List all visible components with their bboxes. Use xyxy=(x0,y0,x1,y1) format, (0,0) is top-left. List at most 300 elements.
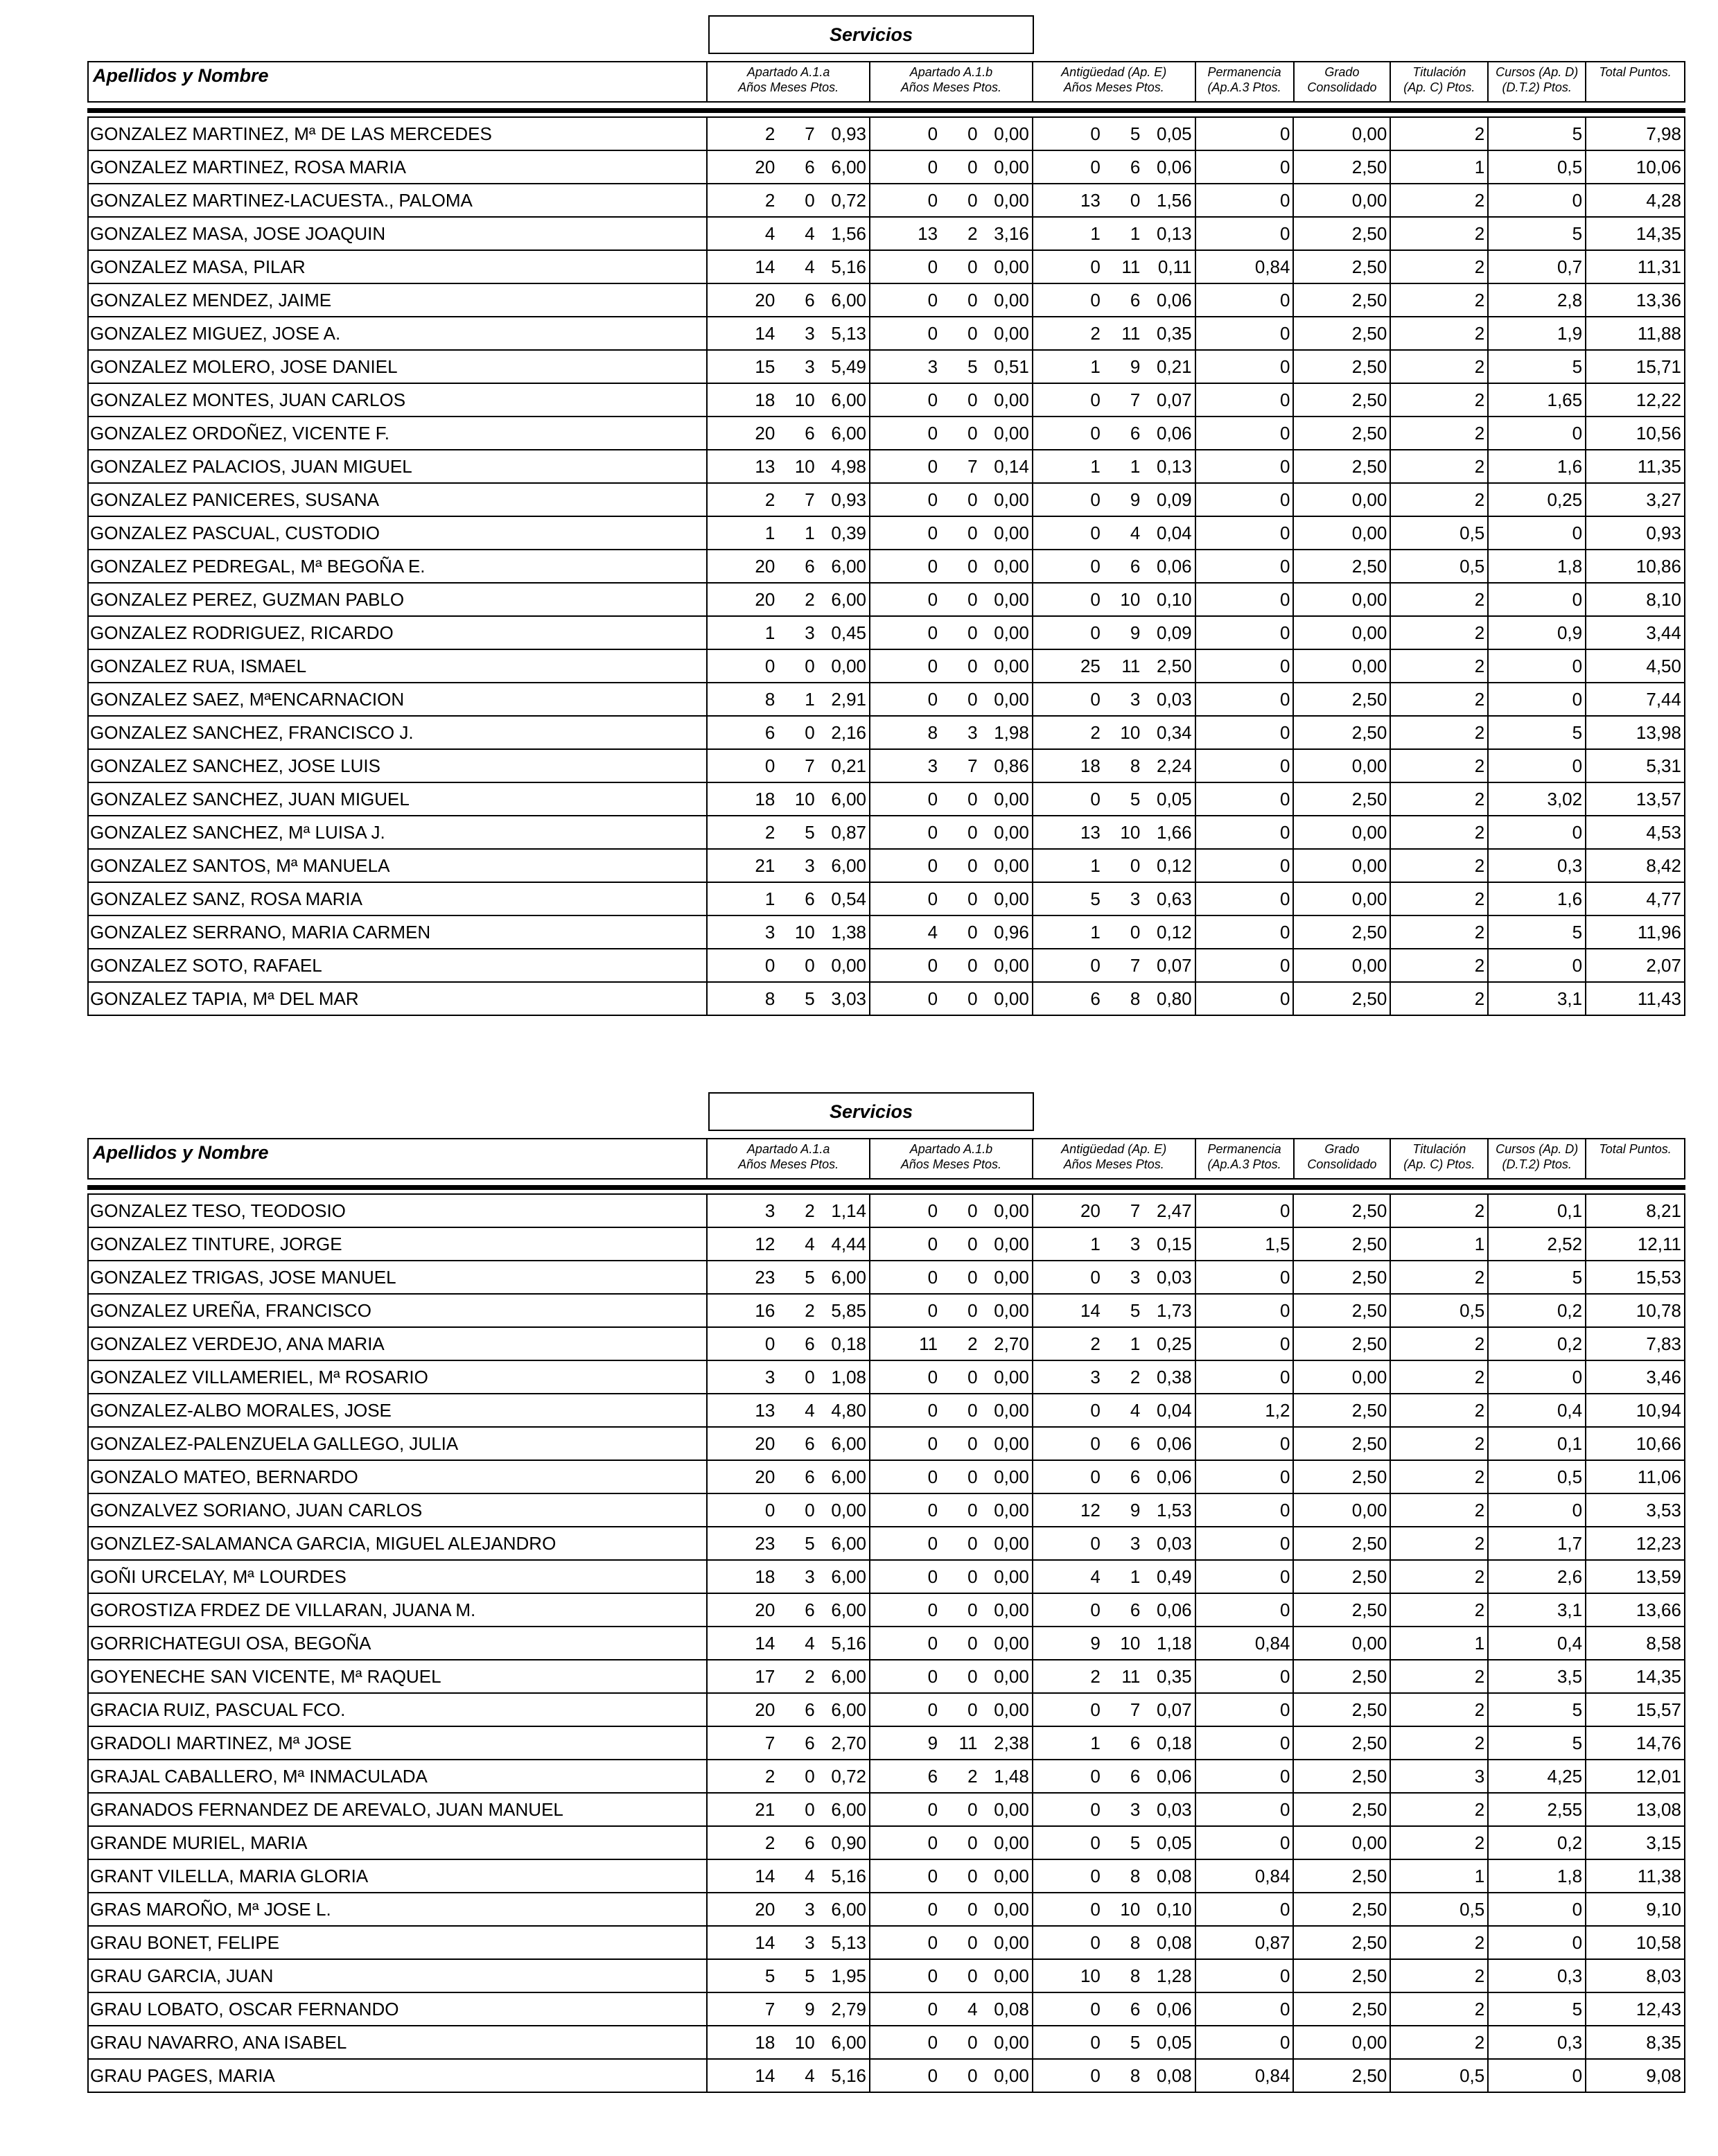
cell-a1a xyxy=(708,1494,870,1526)
cell-antiguedad xyxy=(1033,584,1196,615)
cell-a1a-points: 6,00 xyxy=(831,1600,867,1620)
cell-a1a-points: 5,13 xyxy=(831,323,867,344)
col-antiguedad-header: Antigüedad (Ap. E) Años Meses Ptos. xyxy=(1033,1139,1196,1178)
cell-a1a xyxy=(708,1927,870,1958)
cell-grado: 2,50 xyxy=(1294,384,1391,416)
cell-name: GONZALEZ SANCHEZ, FRANCISCO J. xyxy=(89,717,708,748)
cell-antiguedad-months: 3 xyxy=(1130,888,1141,909)
cell-a1b-years: 0 xyxy=(927,689,938,710)
cell-a1b-months: 0 xyxy=(967,1666,978,1687)
cell-a1b xyxy=(870,650,1033,682)
cell-antiguedad-points: 0,34 xyxy=(1157,722,1192,743)
cell-permanencia: 0 xyxy=(1196,783,1295,815)
cell-grado: 0,00 xyxy=(1294,2026,1391,2058)
cell-antiguedad-months: 6 xyxy=(1130,1999,1141,2019)
cell-a1a-months: 6 xyxy=(805,1832,815,1853)
cell-name: GONZALEZ PALACIOS, JUAN MIGUEL xyxy=(89,450,708,482)
cell-antiguedad-years: 1 xyxy=(1090,223,1101,244)
cell-antiguedad-points: 0,03 xyxy=(1157,689,1192,710)
cell-a1a-months: 4 xyxy=(805,1866,815,1886)
cell-a1a xyxy=(708,417,870,449)
col-grado-header: Grado Consolidado xyxy=(1295,62,1392,101)
cell-titulacion: 2 xyxy=(1391,450,1489,482)
cell-antiguedad-points: 0,06 xyxy=(1157,1466,1192,1487)
cell-cursos: 0 xyxy=(1489,1361,1586,1393)
cell-total: 9,08 xyxy=(1646,2065,1681,2086)
cell-permanencia: 0 xyxy=(1196,1727,1295,1759)
table-row xyxy=(87,949,1685,983)
cell-a1b-points: 0,00 xyxy=(994,1234,1029,1254)
cell-permanencia: 0 xyxy=(1196,351,1295,383)
cell-antiguedad-years: 1 xyxy=(1090,456,1101,477)
cell-a1b xyxy=(870,1228,1033,1260)
cell-a1b-years: 0 xyxy=(927,2065,938,2086)
cell-grado: 2,50 xyxy=(1294,1893,1391,1925)
cell-a1a xyxy=(708,850,870,882)
cell-a1a-years: 3 xyxy=(764,1200,775,1221)
cell-a1a-months: 6 xyxy=(805,1433,815,1454)
cell-cursos: 0,9 xyxy=(1489,617,1586,649)
cell-cursos: 0 xyxy=(1489,517,1586,549)
cell-name: GONZALEZ VERDEJO, ANA MARIA xyxy=(89,1328,708,1360)
cell-titulacion: 1 xyxy=(1391,151,1489,183)
cell-antiguedad-years: 25 xyxy=(1080,656,1101,676)
cell-total: 10,66 xyxy=(1636,1433,1681,1454)
cell-a1a-years: 14 xyxy=(755,1932,775,1953)
table-row xyxy=(87,1261,1685,1295)
cell-antiguedad-points: 0,08 xyxy=(1157,2065,1192,2086)
cell-a1a xyxy=(708,1461,870,1493)
cell-a1b-months: 0 xyxy=(967,1832,978,1853)
cell-a1a xyxy=(708,450,870,482)
cell-name: GONZALEZ SANCHEZ, JUAN MIGUEL xyxy=(89,783,708,815)
cell-antiguedad-points: 0,49 xyxy=(1157,1566,1192,1587)
cell-titulacion: 2 xyxy=(1391,584,1489,615)
cell-titulacion: 2 xyxy=(1391,617,1489,649)
cell-antiguedad xyxy=(1033,1261,1196,1293)
cell-antiguedad-points: 0,63 xyxy=(1157,888,1192,909)
cell-a1a xyxy=(708,1860,870,1892)
cell-antiguedad-years: 0 xyxy=(1090,256,1101,277)
cell-antiguedad-points: 1,28 xyxy=(1157,1965,1192,1986)
cell-total: 8,03 xyxy=(1646,1965,1681,1986)
cell-permanencia: 0 xyxy=(1196,1527,1295,1559)
cell-antiguedad-points: 0,38 xyxy=(1157,1367,1192,1387)
cell-a1a xyxy=(708,750,870,782)
cell-a1b-points: 0,00 xyxy=(994,988,1029,1009)
cell-a1a-points: 6,00 xyxy=(831,2032,867,2053)
cell-a1a-months: 1 xyxy=(805,523,815,543)
cell-a1b-points: 0,00 xyxy=(994,1566,1029,1587)
cell-a1a-years: 2 xyxy=(764,822,775,843)
cell-a1b-months: 0 xyxy=(967,689,978,710)
cell-antiguedad-months: 1 xyxy=(1130,1333,1141,1354)
cell-a1a xyxy=(708,916,870,948)
cell-a1a xyxy=(708,1195,870,1227)
cell-a1a xyxy=(708,1727,870,1759)
cell-grado: 0,00 xyxy=(1294,816,1391,848)
cell-grado: 2,50 xyxy=(1294,1860,1391,1892)
cell-cursos: 0 xyxy=(1489,949,1586,981)
cell-antiguedad-months: 9 xyxy=(1130,1500,1141,1520)
cell-a1b-months: 0 xyxy=(967,123,978,144)
cell-name: GONZALEZ UREÑA, FRANCISCO xyxy=(89,1295,708,1326)
cell-a1a-points: 6,00 xyxy=(831,389,867,410)
cell-antiguedad-points: 0,04 xyxy=(1157,1400,1192,1421)
cell-name: GONZALEZ PANICERES, SUSANA xyxy=(89,484,708,516)
cell-a1a xyxy=(708,1361,870,1393)
cell-antiguedad-points: 0,07 xyxy=(1157,389,1192,410)
cell-a1a xyxy=(708,1228,870,1260)
cell-a1a-months: 0 xyxy=(805,722,815,743)
cell-total: 7,44 xyxy=(1646,689,1681,710)
cell-titulacion: 2 xyxy=(1391,384,1489,416)
cell-a1a-months: 6 xyxy=(805,1699,815,1720)
cell-a1b-points: 0,00 xyxy=(994,1200,1029,1221)
cell-a1b-points: 0,00 xyxy=(994,556,1029,577)
cell-a1a-months: 0 xyxy=(805,1367,815,1387)
cell-permanencia: 0 xyxy=(1196,1361,1295,1393)
cell-a1a-years: 20 xyxy=(755,1433,775,1454)
cell-a1b-points: 0,00 xyxy=(994,1300,1029,1321)
cell-a1b-years: 0 xyxy=(927,1400,938,1421)
cell-total: 13,66 xyxy=(1636,1600,1681,1620)
cell-name: GORRICHATEGUI OSA, BEGOÑA xyxy=(89,1627,708,1659)
cell-a1b-points: 0,96 xyxy=(994,922,1029,943)
cell-grado: 2,50 xyxy=(1294,1594,1391,1626)
cell-antiguedad-months: 11 xyxy=(1121,656,1141,676)
cell-a1a-years: 2 xyxy=(764,1832,775,1853)
cell-a1b xyxy=(870,184,1033,216)
cell-a1b-years: 0 xyxy=(927,190,938,211)
cell-cursos: 0,3 xyxy=(1489,2026,1586,2058)
cell-a1a-years: 18 xyxy=(755,389,775,410)
cell-a1a-years: 14 xyxy=(755,256,775,277)
cell-titulacion: 2 xyxy=(1391,783,1489,815)
cell-a1a xyxy=(708,1760,870,1792)
cell-a1b-points: 0,00 xyxy=(994,290,1029,310)
table-row xyxy=(87,783,1685,816)
cell-titulacion: 2 xyxy=(1391,1993,1489,2025)
cell-antiguedad-years: 0 xyxy=(1090,789,1101,809)
cell-titulacion: 2 xyxy=(1391,184,1489,216)
cell-permanencia: 0 xyxy=(1196,550,1295,582)
cell-a1b-months: 2 xyxy=(967,1766,978,1787)
cell-grado: 2,50 xyxy=(1294,450,1391,482)
cell-cursos: 0,1 xyxy=(1489,1428,1586,1460)
cell-antiguedad xyxy=(1033,1228,1196,1260)
cell-permanencia: 0 xyxy=(1196,184,1295,216)
cell-antiguedad xyxy=(1033,1927,1196,1958)
cell-a1b-points: 0,08 xyxy=(994,1999,1029,2019)
cell-a1a-points: 1,08 xyxy=(831,1367,867,1387)
cell-name: GONZALEZ MENDEZ, JAIME xyxy=(89,284,708,316)
table-row xyxy=(87,1195,1685,1228)
cell-a1a-years: 18 xyxy=(755,2032,775,2053)
cell-a1a-years: 2 xyxy=(764,123,775,144)
col-cursos-header: Cursos (Ap. D) (D.T.2) Ptos. xyxy=(1489,62,1586,101)
cell-a1a-points: 2,91 xyxy=(831,689,867,710)
cell-grado: 2,50 xyxy=(1294,1527,1391,1559)
cell-antiguedad-years: 0 xyxy=(1090,1799,1101,1820)
cell-a1b-points: 0,00 xyxy=(994,1699,1029,1720)
cell-titulacion: 2 xyxy=(1391,317,1489,349)
cell-a1b xyxy=(870,2026,1033,2058)
cell-a1b-months: 0 xyxy=(967,256,978,277)
cell-cursos: 0 xyxy=(1489,584,1586,615)
cell-a1b-months: 4 xyxy=(967,1999,978,2019)
cell-a1b-months: 0 xyxy=(967,988,978,1009)
cell-antiguedad xyxy=(1033,1394,1196,1426)
cell-name: GONZALEZ RUA, ISMAEL xyxy=(89,650,708,682)
cell-antiguedad-points: 0,80 xyxy=(1157,988,1192,1009)
cell-a1a-points: 6,00 xyxy=(831,157,867,177)
table-row xyxy=(87,1694,1685,1727)
cell-a1a-years: 20 xyxy=(755,1466,775,1487)
cell-antiguedad-points: 2,50 xyxy=(1157,656,1192,676)
cell-a1b xyxy=(870,1927,1033,1958)
cell-cursos: 4,25 xyxy=(1489,1760,1586,1792)
cell-permanencia: 0 xyxy=(1196,850,1295,882)
cell-a1a-points: 5,16 xyxy=(831,2065,867,2086)
cell-antiguedad-months: 4 xyxy=(1130,523,1141,543)
cell-a1b xyxy=(870,683,1033,715)
cell-antiguedad-years: 3 xyxy=(1090,1367,1101,1387)
cell-antiguedad xyxy=(1033,1727,1196,1759)
cell-antiguedad-months: 3 xyxy=(1130,1533,1141,1554)
cell-a1b-months: 0 xyxy=(967,622,978,643)
cell-a1b-months: 0 xyxy=(967,1965,978,1986)
cell-antiguedad-months: 6 xyxy=(1130,1433,1141,1454)
cell-permanencia: 0 xyxy=(1196,949,1295,981)
cell-a1b-years: 0 xyxy=(927,389,938,410)
cell-a1a-months: 7 xyxy=(805,489,815,510)
cell-total: 14,35 xyxy=(1636,1666,1681,1687)
cell-a1b-months: 0 xyxy=(967,855,978,876)
cell-total: 2,07 xyxy=(1646,955,1681,976)
cell-name: GONZALEZ MARTINEZ, ROSA MARIA xyxy=(89,151,708,183)
cell-antiguedad-years: 0 xyxy=(1090,1267,1101,1288)
table-row xyxy=(87,983,1685,1016)
cell-name: GONZALEZ SERRANO, MARIA CARMEN xyxy=(89,916,708,948)
cell-permanencia: 0 xyxy=(1196,916,1295,948)
cell-cursos: 0 xyxy=(1489,417,1586,449)
cell-a1b-years: 3 xyxy=(927,755,938,776)
cell-antiguedad-months: 11 xyxy=(1121,1666,1141,1687)
cell-a1a-points: 6,00 xyxy=(831,1699,867,1720)
cell-name: GONZALEZ MARTINEZ, Mª DE LAS MERCEDES xyxy=(89,118,708,150)
cell-name: GONZALEZ MONTES, JUAN CARLOS xyxy=(89,384,708,416)
cell-cursos: 1,6 xyxy=(1489,883,1586,915)
cell-a1a xyxy=(708,484,870,516)
cell-a1a-years: 1 xyxy=(764,888,775,909)
cell-a1b-points: 0,00 xyxy=(994,1799,1029,1820)
cell-a1a-years: 5 xyxy=(764,1965,775,1986)
cell-a1b-points: 0,00 xyxy=(994,1866,1029,1886)
cell-antiguedad-points: 0,35 xyxy=(1157,323,1192,344)
table-row xyxy=(87,1727,1685,1760)
cell-a1a-months: 0 xyxy=(805,1766,815,1787)
cell-cursos: 3,5 xyxy=(1489,1660,1586,1692)
cell-a1a xyxy=(708,949,870,981)
cell-titulacion: 2 xyxy=(1391,1927,1489,1958)
cell-antiguedad xyxy=(1033,617,1196,649)
cell-a1b-months: 0 xyxy=(967,1234,978,1254)
cell-a1a-years: 20 xyxy=(755,589,775,610)
cell-a1a-years: 20 xyxy=(755,1899,775,1920)
cell-grado: 0,00 xyxy=(1294,650,1391,682)
cell-antiguedad xyxy=(1033,1428,1196,1460)
cell-antiguedad-points: 0,06 xyxy=(1157,423,1192,444)
cell-titulacion: 2 xyxy=(1391,251,1489,283)
cell-antiguedad-months: 8 xyxy=(1130,1866,1141,1886)
table-row xyxy=(87,816,1685,850)
cell-name: GRADOLI MARTINEZ, Mª JOSE xyxy=(89,1727,708,1759)
cell-a1a-months: 3 xyxy=(805,1566,815,1587)
cell-antiguedad-points: 1,73 xyxy=(1157,1300,1192,1321)
cell-a1b xyxy=(870,816,1033,848)
cell-a1a-points: 6,00 xyxy=(831,855,867,876)
cell-a1a-months: 4 xyxy=(805,256,815,277)
table-row xyxy=(87,750,1685,783)
cell-antiguedad-years: 0 xyxy=(1090,1832,1101,1853)
cell-a1b-years: 0 xyxy=(927,556,938,577)
cell-antiguedad-months: 6 xyxy=(1130,556,1141,577)
cell-grado: 2,50 xyxy=(1294,1794,1391,1825)
cell-a1b-months: 0 xyxy=(967,2065,978,2086)
cell-total: 13,98 xyxy=(1636,722,1681,743)
cell-antiguedad-points: 2,24 xyxy=(1157,755,1192,776)
cell-antiguedad-years: 0 xyxy=(1090,2032,1101,2053)
cell-antiguedad-months: 10 xyxy=(1120,722,1141,743)
cell-titulacion: 2 xyxy=(1391,916,1489,948)
cell-a1b-points: 0,86 xyxy=(994,755,1029,776)
cell-antiguedad-points: 0,03 xyxy=(1157,1267,1192,1288)
cell-antiguedad xyxy=(1033,983,1196,1015)
cell-cursos: 0,5 xyxy=(1489,151,1586,183)
cell-grado: 2,50 xyxy=(1294,683,1391,715)
cell-permanencia: 0 xyxy=(1196,1494,1295,1526)
cell-cursos: 1,6 xyxy=(1489,450,1586,482)
cell-cursos: 0,3 xyxy=(1489,1960,1586,1992)
cell-grado: 2,50 xyxy=(1294,1561,1391,1593)
cell-name: GONZLEZ-SALAMANCA GARCIA, MIGUEL ALEJANDRO xyxy=(89,1527,708,1559)
cell-permanencia: 0 xyxy=(1196,1893,1295,1925)
cell-a1a-months: 10 xyxy=(794,922,815,943)
cell-a1b xyxy=(870,1428,1033,1460)
cell-antiguedad-points: 0,06 xyxy=(1157,1999,1192,2019)
cell-permanencia: 0 xyxy=(1196,816,1295,848)
cell-name: GONZALEZ SAEZ, MªENCARNACION xyxy=(89,683,708,715)
cell-permanencia: 0 xyxy=(1196,1794,1295,1825)
cell-a1a-years: 13 xyxy=(755,456,775,477)
cell-a1a-months: 6 xyxy=(805,888,815,909)
cell-grado: 0,00 xyxy=(1294,850,1391,882)
cell-a1b-months: 0 xyxy=(967,656,978,676)
cell-a1a-years: 20 xyxy=(755,423,775,444)
cell-a1a xyxy=(708,617,870,649)
cell-a1b-months: 2 xyxy=(967,223,978,244)
cell-a1a-points: 0,00 xyxy=(831,1500,867,1520)
cell-a1a xyxy=(708,1527,870,1559)
cell-grado: 2,50 xyxy=(1294,218,1391,249)
cell-permanencia: 0,84 xyxy=(1196,251,1295,283)
cell-a1b xyxy=(870,1394,1033,1426)
table-row xyxy=(87,1927,1685,1960)
cell-a1a-months: 6 xyxy=(805,1600,815,1620)
cell-grado: 2,50 xyxy=(1294,1394,1391,1426)
table-row xyxy=(87,1860,1685,1893)
cell-a1a xyxy=(708,1394,870,1426)
cell-antiguedad-points: 0,07 xyxy=(1157,1699,1192,1720)
cell-name: GONZALEZ SANCHEZ, Mª LUISA J. xyxy=(89,816,708,848)
cell-titulacion: 0,5 xyxy=(1391,517,1489,549)
cell-a1a-years: 23 xyxy=(755,1533,775,1554)
cell-antiguedad-points: 0,08 xyxy=(1157,1932,1192,1953)
cell-antiguedad-months: 8 xyxy=(1130,755,1141,776)
cell-antiguedad-months: 8 xyxy=(1130,1932,1141,1953)
cell-a1a-years: 0 xyxy=(764,656,775,676)
cell-a1a-months: 2 xyxy=(805,589,815,610)
cell-a1b xyxy=(870,1561,1033,1593)
cell-a1a-months: 10 xyxy=(794,389,815,410)
cell-antiguedad-years: 0 xyxy=(1090,389,1101,410)
cell-total: 9,10 xyxy=(1646,1899,1681,1920)
cell-titulacion: 2 xyxy=(1391,2026,1489,2058)
cell-a1a-points: 6,00 xyxy=(831,789,867,809)
table-row xyxy=(87,2060,1685,2093)
cell-titulacion: 2 xyxy=(1391,417,1489,449)
cell-a1b-months: 0 xyxy=(967,1500,978,1520)
cell-antiguedad-months: 3 xyxy=(1130,1234,1141,1254)
cell-a1b-years: 0 xyxy=(927,1267,938,1288)
table-body xyxy=(87,118,1685,1016)
cell-antiguedad-points: 0,07 xyxy=(1157,955,1192,976)
cell-antiguedad xyxy=(1033,650,1196,682)
cell-name: GONZALEZ-PALENZUELA GALLEGO, JULIA xyxy=(89,1428,708,1460)
cell-a1b-years: 0 xyxy=(927,1999,938,2019)
table-row xyxy=(87,1228,1685,1261)
cell-cursos: 0,2 xyxy=(1489,1328,1586,1360)
cell-a1a-months: 1 xyxy=(805,689,815,710)
cell-a1a xyxy=(708,650,870,682)
cell-a1b-years: 3 xyxy=(927,356,938,377)
cell-cursos: 2,55 xyxy=(1489,1794,1586,1825)
cell-name: GRAJAL CABALLERO, Mª INMACULADA xyxy=(89,1760,708,1792)
cell-antiguedad-points: 0,35 xyxy=(1157,1666,1192,1687)
table-row xyxy=(87,550,1685,584)
cell-total: 7,98 xyxy=(1646,123,1681,144)
cell-antiguedad-months: 11 xyxy=(1121,256,1141,277)
cell-a1b-months: 0 xyxy=(967,1899,978,1920)
cell-a1a xyxy=(708,983,870,1015)
cell-a1a-points: 2,16 xyxy=(831,722,867,743)
cell-total: 3,44 xyxy=(1646,622,1681,643)
table-row xyxy=(87,1993,1685,2026)
cell-a1a-years: 1 xyxy=(764,523,775,543)
cell-a1b xyxy=(870,484,1033,516)
table-row xyxy=(87,1428,1685,1461)
cell-a1a-points: 0,18 xyxy=(831,1333,867,1354)
cell-a1b xyxy=(870,1594,1033,1626)
cell-a1a-years: 20 xyxy=(755,556,775,577)
cell-a1b-years: 0 xyxy=(927,1932,938,1953)
cell-a1a xyxy=(708,783,870,815)
cell-grado: 2,50 xyxy=(1294,1328,1391,1360)
cell-antiguedad-months: 3 xyxy=(1130,689,1141,710)
cell-a1b-years: 0 xyxy=(927,1300,938,1321)
cell-a1b xyxy=(870,1660,1033,1692)
